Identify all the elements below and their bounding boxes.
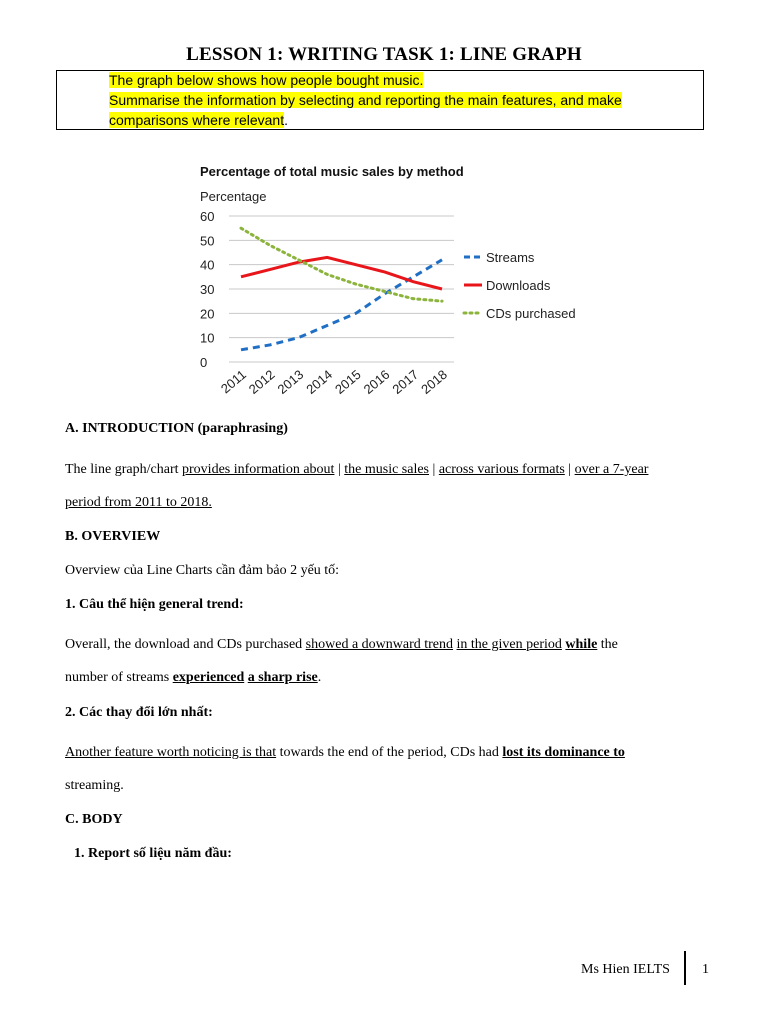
legend-label: CDs purchased xyxy=(486,306,576,321)
overview-note: Overview của Line Charts cần đảm bảo 2 yếu tố: xyxy=(65,563,340,578)
body-item-1: 1. Report số liệu năm đầu: xyxy=(74,846,232,861)
legend-label: Downloads xyxy=(486,278,551,293)
x-tick-label: 2014 xyxy=(303,366,336,397)
task-line-3: comparisons where relevant. xyxy=(109,112,288,128)
legend-label: Streams xyxy=(486,250,535,265)
y-tick-label: 0 xyxy=(200,355,208,370)
change-line-1: Another feature worth noticing is that towards the end of the period, CDs had lost its dominance to xyxy=(65,745,625,760)
section-c-heading: C. BODY xyxy=(65,812,123,827)
trend-line-2: number of streams experienced a sharp rise. xyxy=(65,670,322,685)
x-tick-label: 2011 xyxy=(217,366,249,397)
x-tick-label: 2013 xyxy=(274,366,307,397)
intro-line-1: The line graph/chart provides information about | the music sales | across various formats | over a 7-year xyxy=(65,462,649,477)
intro-line-2: period from 2011 to 2018. xyxy=(65,495,212,510)
subheading-biggest-changes: 2. Các thay đổi lớn nhất: xyxy=(65,705,213,720)
section-b-heading: B. OVERVIEW xyxy=(65,529,161,544)
footer-divider xyxy=(684,951,686,985)
line-chart xyxy=(190,156,610,416)
x-tick-label: 2016 xyxy=(360,366,393,397)
y-tick-label: 10 xyxy=(200,330,215,346)
x-tick-label: 2015 xyxy=(331,366,364,397)
section-a-heading: A. INTRODUCTION (paraphrasing) xyxy=(65,421,288,436)
y-tick-label: 20 xyxy=(200,306,215,322)
y-tick-label: 60 xyxy=(200,209,215,224)
y-tick-label: 30 xyxy=(200,282,215,297)
task-prompt-box xyxy=(56,70,704,130)
x-tick-label: 2012 xyxy=(245,366,278,397)
x-tick-label: 2017 xyxy=(389,366,422,397)
task-line-2: Summarise the information by selecting and reporting the main features, and make xyxy=(109,92,622,108)
subheading-general-trend: 1. Câu thể hiện general trend: xyxy=(65,597,244,612)
y-tick-label: 40 xyxy=(200,257,215,273)
series-line-streams xyxy=(241,260,442,350)
x-tick-label: 2018 xyxy=(418,366,450,397)
trend-line-1: Overall, the download and CDs purchased showed a downward trend in the given period while the xyxy=(65,637,618,652)
change-line-2: streaming. xyxy=(65,778,124,793)
line-chart-svg xyxy=(190,156,610,416)
series-line-downloads xyxy=(241,257,442,289)
y-axis-label: Percentage xyxy=(200,189,267,204)
footer-page-number: 1 xyxy=(702,962,709,977)
task-line-1: The graph below shows how people bought music. xyxy=(109,72,424,88)
footer-author: Ms Hien IELTS xyxy=(581,962,670,977)
chart-title: Percentage of total music sales by method xyxy=(200,164,464,179)
page-title: LESSON 1: WRITING TASK 1: LINE GRAPH xyxy=(186,44,582,65)
y-tick-label: 50 xyxy=(200,233,215,249)
